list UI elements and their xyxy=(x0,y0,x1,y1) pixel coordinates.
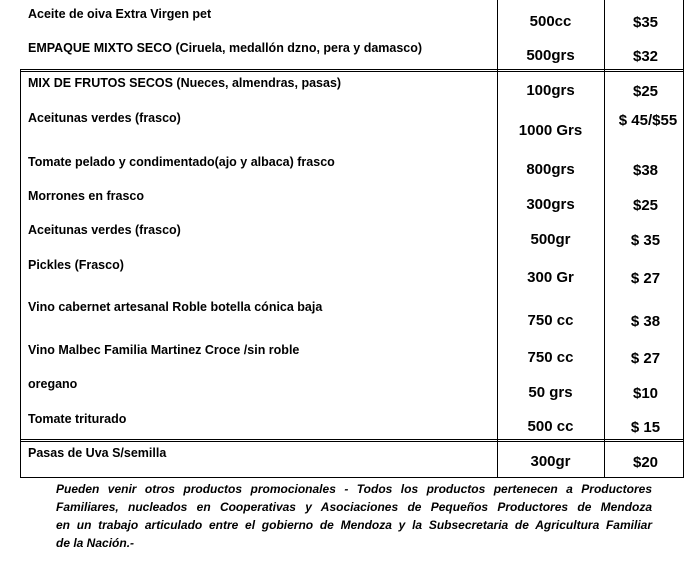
product-quantity: 50 grs xyxy=(528,384,573,401)
product-name: EMPAQUE MIXTO SECO (Ciruela, medallón dzno, pera y damasco) xyxy=(28,41,423,55)
product-name: oregano xyxy=(28,377,78,391)
product-price: $20 xyxy=(632,454,659,471)
footer-note-line: en un trabajo articulado entre el gobierno de Mendoza y la Subsecretaria de Agricultura Familiar xyxy=(56,518,652,532)
product-price: $10 xyxy=(632,385,659,402)
section-divider-bottom xyxy=(20,439,684,442)
product-quantity: 750 cc xyxy=(527,312,574,329)
product-name: Pasas de Uva S/semilla xyxy=(28,446,167,460)
product-quantity: 1000 Grs xyxy=(518,122,583,139)
product-quantity: 500grs xyxy=(526,47,575,64)
product-quantity: 100grs xyxy=(526,82,575,99)
product-price: $ 15 xyxy=(630,419,661,436)
product-name: Aceitunas verdes (frasco) xyxy=(28,111,181,125)
product-price: $25 xyxy=(632,83,659,100)
product-price: $ 38 xyxy=(630,313,661,330)
product-price: $ 35 xyxy=(630,232,661,249)
footer-note-line: Familiares, nucleados en Cooperativas y Asociaciones de Pequeños Productores de Mendoza xyxy=(56,500,652,514)
product-name: Vino Malbec Familia Martinez Croce /sin roble xyxy=(28,343,300,357)
footer-note xyxy=(56,480,652,552)
price-list-table xyxy=(20,0,684,478)
product-price: $ 45/$55 xyxy=(618,112,678,129)
product-name: Vino cabernet artesanal Roble botella cónica baja xyxy=(28,300,323,314)
product-name: Aceite de oiva Extra Virgen pet xyxy=(28,7,212,21)
product-price: $38 xyxy=(632,162,659,179)
product-price: $ 27 xyxy=(630,270,661,287)
product-name: Tomate pelado y condimentado(ajo y albaca) frasco xyxy=(28,155,335,169)
product-price: $25 xyxy=(632,197,659,214)
product-quantity: 800grs xyxy=(526,161,575,178)
product-quantity: 750 cc xyxy=(527,349,574,366)
product-price: $32 xyxy=(632,48,659,65)
product-name: Pickles (Frasco) xyxy=(28,258,124,272)
product-quantity: 300gr xyxy=(530,453,571,470)
table-left-border xyxy=(20,70,21,478)
section-divider-top xyxy=(20,69,684,72)
product-quantity: 500 cc xyxy=(527,418,574,435)
footer-note-line: de la Nación.- xyxy=(56,536,135,550)
product-quantity: 500gr xyxy=(530,231,571,248)
product-quantity: 500cc xyxy=(529,13,572,30)
product-price: $35 xyxy=(632,14,659,31)
footer-note-line: Pueden venir otros productos promocionales - Todos los productos pertenecen a Productores xyxy=(56,482,652,496)
product-name: MIX DE FRUTOS SECOS (Nueces, almendras, pasas) xyxy=(28,76,342,90)
product-price: $ 27 xyxy=(630,350,661,367)
product-name: Aceitunas verdes (frasco) xyxy=(28,223,181,237)
product-quantity: 300 Gr xyxy=(527,269,574,286)
product-name: Tomate triturado xyxy=(28,412,127,426)
product-name: Morrones en frasco xyxy=(28,189,145,203)
table-bottom-border xyxy=(20,477,684,478)
product-quantity: 300grs xyxy=(526,196,575,213)
